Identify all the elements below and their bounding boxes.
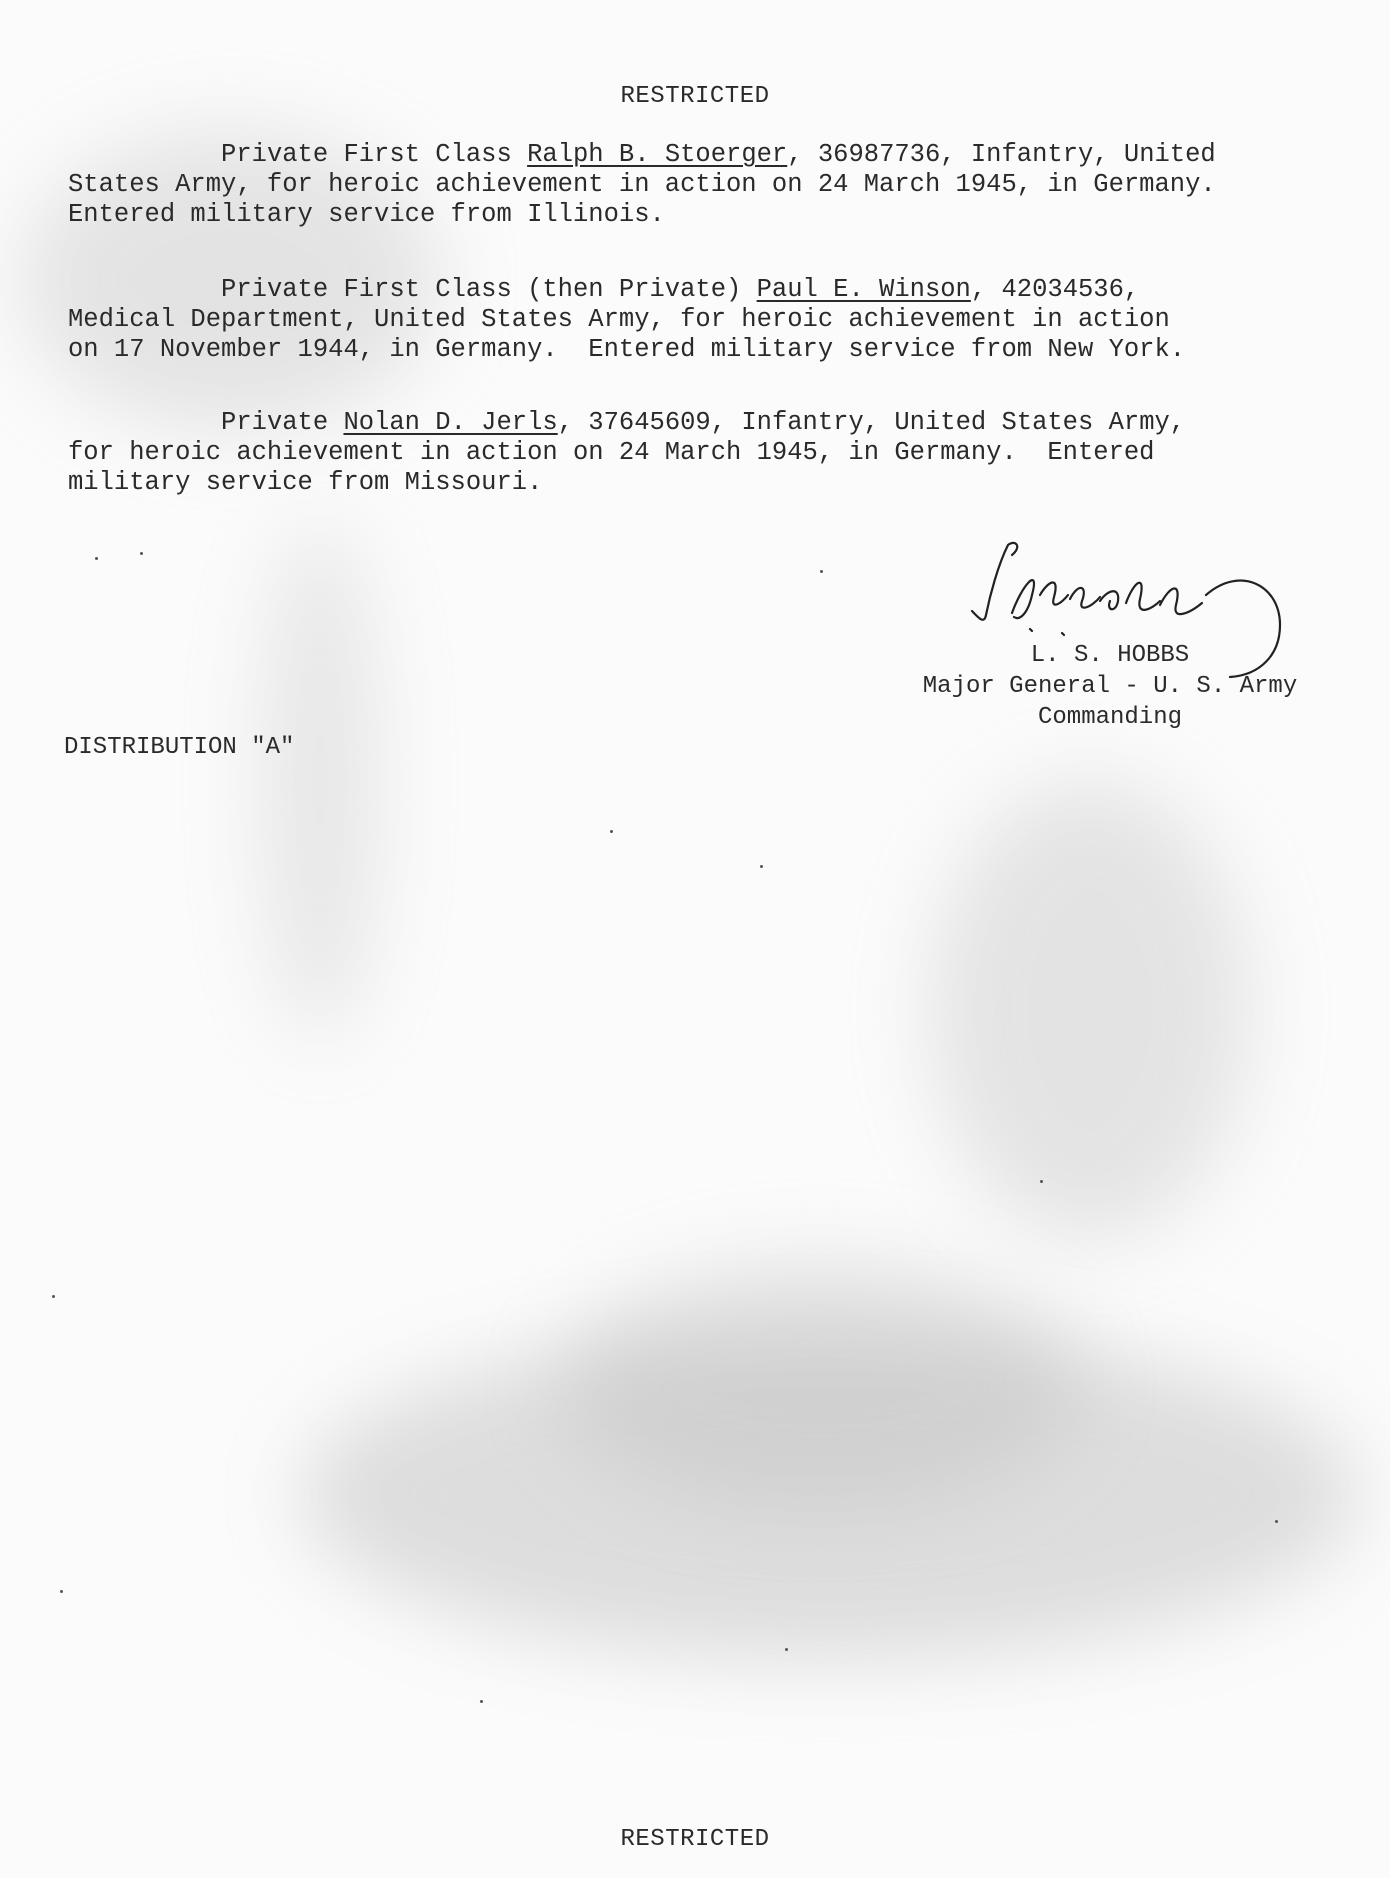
smudge [930, 780, 1250, 1240]
citation-prefix: Private First Class [221, 140, 528, 169]
header-classification: RESTRICTED [620, 83, 770, 110]
soldier-name: Paul E. Winson [756, 275, 971, 304]
citation-text: , 37645609, Infantry, United States Army, for heroic achievement in action on 24 March 1945, in Germany. Entered military service from Missouri. [68, 408, 1186, 497]
signer-role: Commanding [1037, 704, 1183, 731]
citation-paragraph-1 [68, 140, 1338, 230]
citation-paragraph-2 [68, 275, 1338, 365]
distribution-line: DISTRIBUTION "A" [64, 734, 295, 761]
speck [480, 1700, 483, 1703]
speck [60, 1590, 63, 1593]
citation-prefix: Private [221, 408, 344, 437]
speck [820, 570, 823, 573]
indent [68, 408, 221, 437]
speck [95, 557, 98, 560]
soldier-name: Nolan D. Jerls [343, 408, 558, 437]
speck [785, 1648, 788, 1651]
indent [68, 275, 221, 304]
footer-classification: RESTRICTED [620, 1826, 770, 1853]
citation-text: , 42034536, Medical Department, United States Army, for heroic achievement in action on 17 November 1944, in Germany. Entered military service from New York. [68, 275, 1186, 364]
signer-name: L. S. HOBBS [1030, 642, 1190, 669]
speck [52, 1295, 55, 1298]
smudge [560, 1260, 1080, 1510]
signature-block [880, 640, 1340, 733]
citation-paragraph-3 [68, 408, 1338, 498]
citation-prefix: Private First Class (then Private) [221, 275, 757, 304]
speck [140, 552, 143, 555]
speck [760, 865, 763, 868]
indent [68, 140, 221, 169]
smudge [260, 520, 380, 1040]
speck [1040, 1180, 1043, 1183]
speck [610, 830, 613, 833]
soldier-name: Ralph B. Stoerger [527, 140, 788, 169]
citation-text: , 36987736, Infantry, United States Army, for heroic achievement in action on 24 March 1945, in Germany. Entered military service from Illinois. [68, 140, 1216, 229]
signer-rank: Major General - U. S. Army [922, 673, 1298, 700]
speck [1275, 1520, 1278, 1523]
